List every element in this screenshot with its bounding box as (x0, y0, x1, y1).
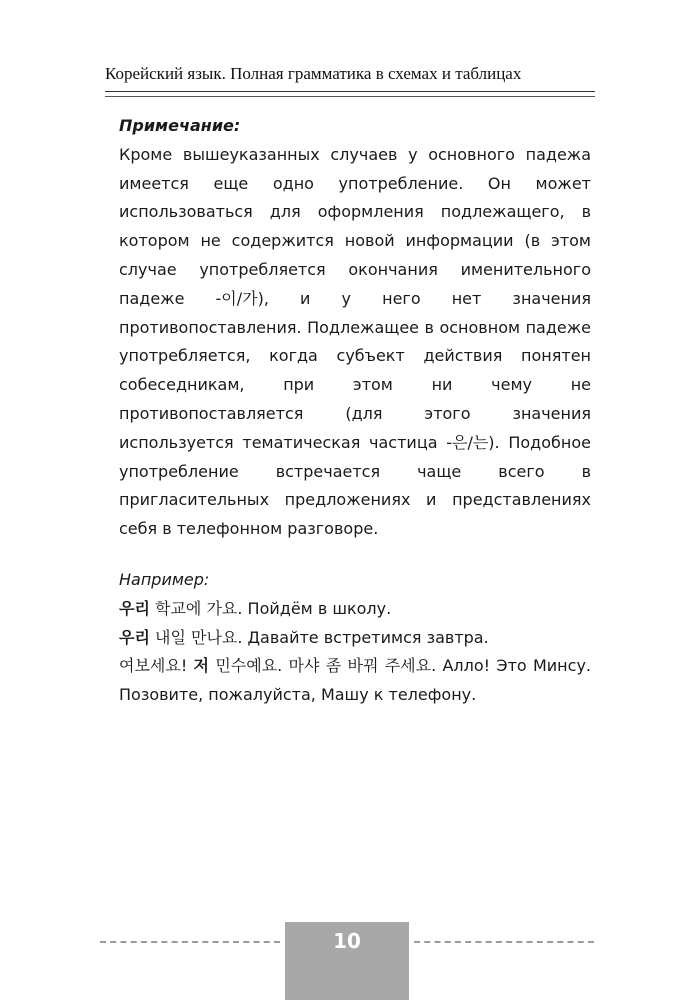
example-bold-word: 저 (193, 656, 210, 676)
header-rule-thin (105, 96, 595, 97)
page-content (119, 112, 591, 710)
page-number: 10 (333, 929, 361, 953)
example-text: 학교에 가요. Пойдём в школу. (149, 598, 392, 618)
note-paragraph: Кроме вышеуказанных случаев у основного падежа имеется еще одно употребление. Он может использоваться для оформления подлежащего, в котором не содержится новой информации (в этом случае употребляется окончания именительного падеже -이/가), и у него нет значения противопоставления. Подлежащее в основном падеже употребляется, когда субъект действия понятен собеседникам, при этом ни чему не противопоставляется (для этого значения используется тематическая частица -은/는). Подобное употребление встречается чаще всего в пригласительных предложениях и представлениях себя в телефонном разговоре. (119, 144, 591, 539)
footer-dash-left (100, 941, 280, 943)
header-rule-thick (105, 91, 595, 92)
example-text: 내일 만나요. Давайте встретимся завтра. (149, 627, 489, 647)
example-bold-word: 우리 (119, 627, 150, 647)
example-bold-word: 우리 (119, 598, 150, 618)
example-line-3 (119, 652, 591, 710)
examples-title: Например: (119, 569, 210, 589)
example-line-2 (119, 624, 591, 653)
page-number-box (285, 922, 409, 1000)
example-prefix: 여보세요! (119, 656, 194, 676)
example-text: 민수예요. 마샤 좀 바꿔 주세요. Алло! Это Минсу. Позовите, пожалуйста, Машу к телефону. (119, 656, 591, 705)
running-header: Корейский язык. Полная грамматика в схемах и таблицах (105, 64, 522, 83)
note-title: Примечание: (119, 116, 241, 135)
footer-dash-right (414, 941, 594, 943)
example-line-1 (119, 595, 591, 624)
